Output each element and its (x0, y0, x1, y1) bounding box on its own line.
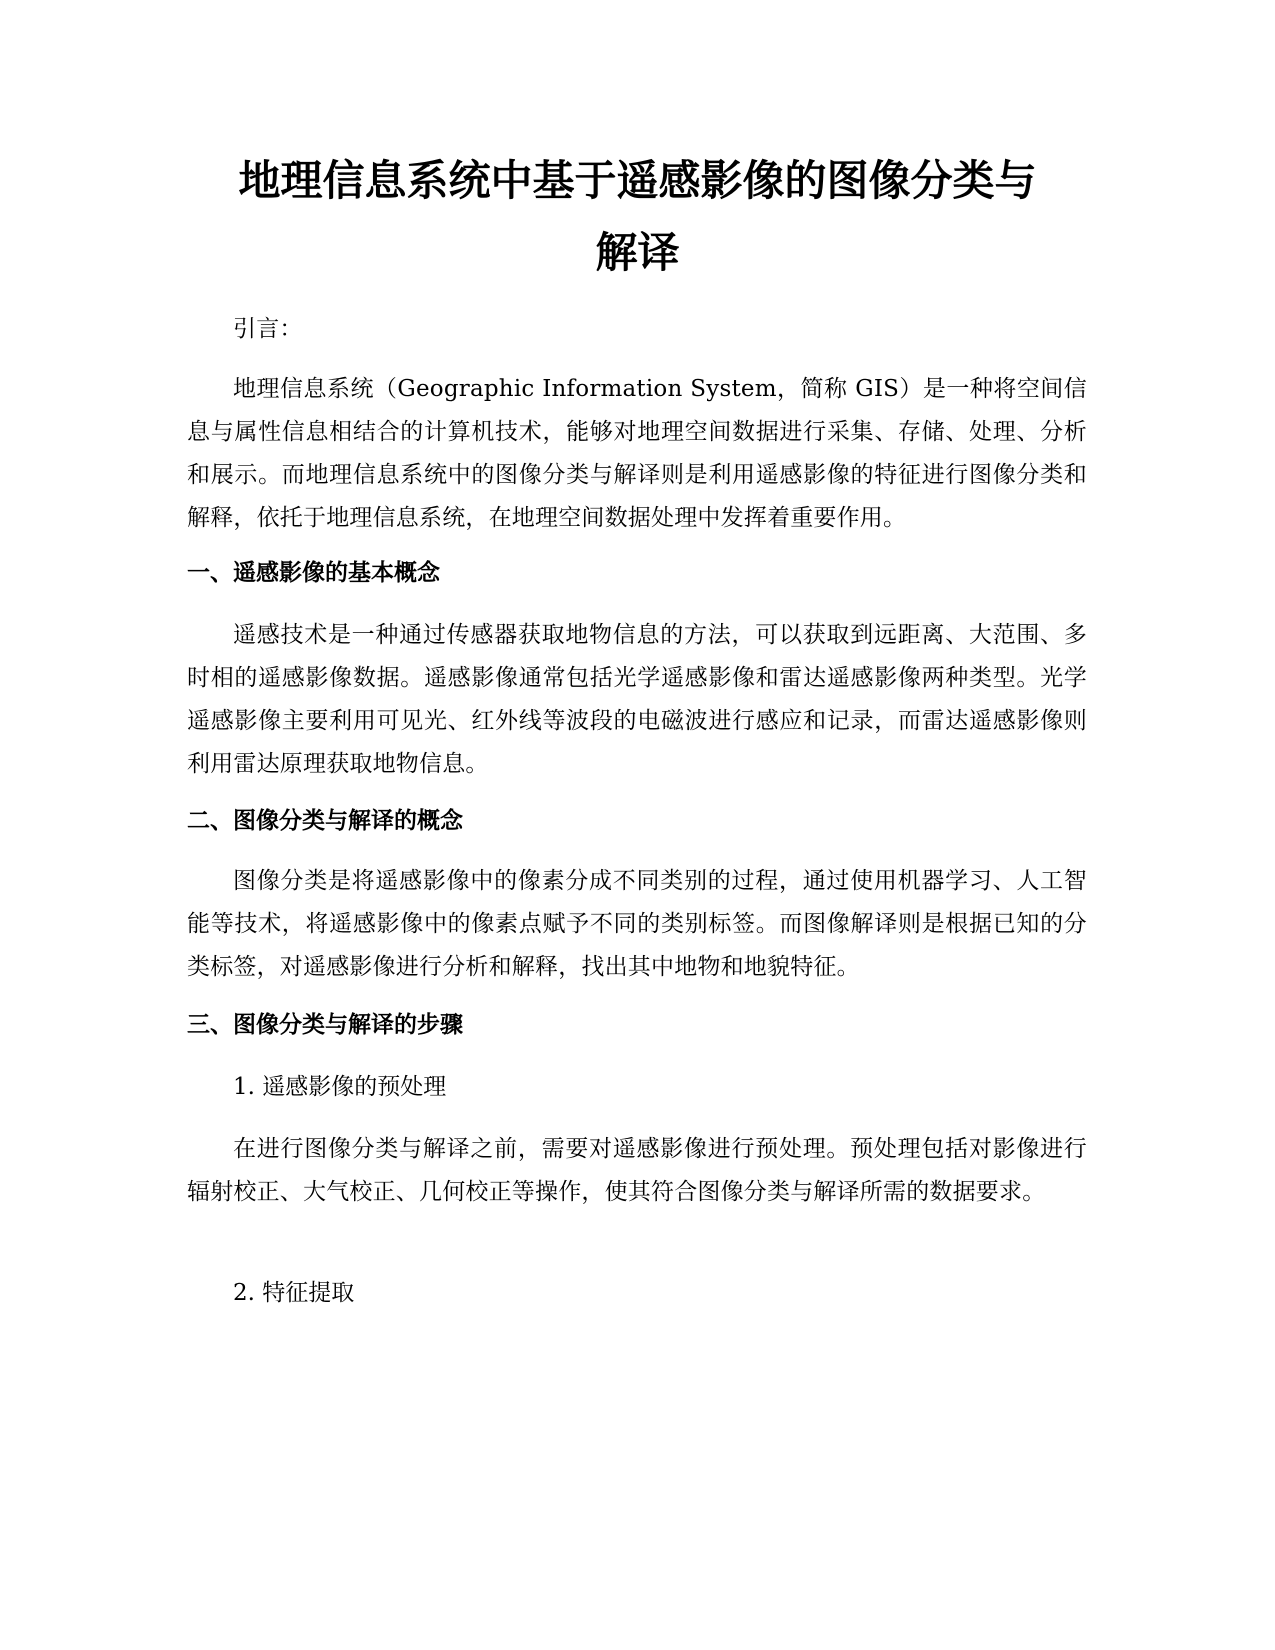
step-1-paragraph: 在进行图像分类与解译之前，需要对遥感影像进行预处理。预处理包括对影像进行辐射校正、大气校正、几何校正等操作，使其符合图像分类与解译所需的数据要求。 (187, 1136, 1087, 1205)
step-1-label: 1. 遥感影像的预处理 (233, 1074, 447, 1100)
section-2-paragraph: 图像分类是将遥感影像中的像素分成不同类别的过程，通过使用机器学习、人工智能等技术，将遥感影像中的像素点赋予不同的类别标签。而图像解译则是根据已知的分类标签，对遥感影像进行分析和解释，找出其中地物和地貌特征。 (187, 868, 1087, 980)
document-title (180, 145, 1095, 289)
title-line-2: 解译 (595, 228, 680, 277)
intro-paragraph: 地理信息系统（Geographic Information System，简称 GIS）是一种将空间信息与属性信息相结合的计算机技术，能够对地理空间数据进行采集、存储、处理、分析和展示。而地理信息系统中的图像分类与解译则是利用遥感影像的特征进行图像分类和解释，依托于地理信息系统，在地理空间数据处理中发挥着重要作用。 (187, 376, 1087, 531)
section-2-heading: 二、图像分类与解译的概念 (187, 808, 463, 834)
intro-label: 引言： (233, 316, 303, 342)
section-1-heading: 一、遥感影像的基本概念 (187, 560, 440, 586)
title-line-1: 地理信息系统中基于遥感影像的图像分类与 (238, 156, 1037, 205)
step-2-label: 2. 特征提取 (233, 1280, 355, 1306)
section-3-heading: 三、图像分类与解译的步骤 (187, 1012, 463, 1038)
section-1-paragraph: 遥感技术是一种通过传感器获取地物信息的方法，可以获取到远距离、大范围、多时相的遥感影像数据。遥感影像通常包括光学遥感影像和雷达遥感影像两种类型。光学遥感影像主要利用可见光、红外线等波段的电磁波进行感应和记录，而雷达遥感影像则利用雷达原理获取地物信息。 (187, 622, 1087, 777)
